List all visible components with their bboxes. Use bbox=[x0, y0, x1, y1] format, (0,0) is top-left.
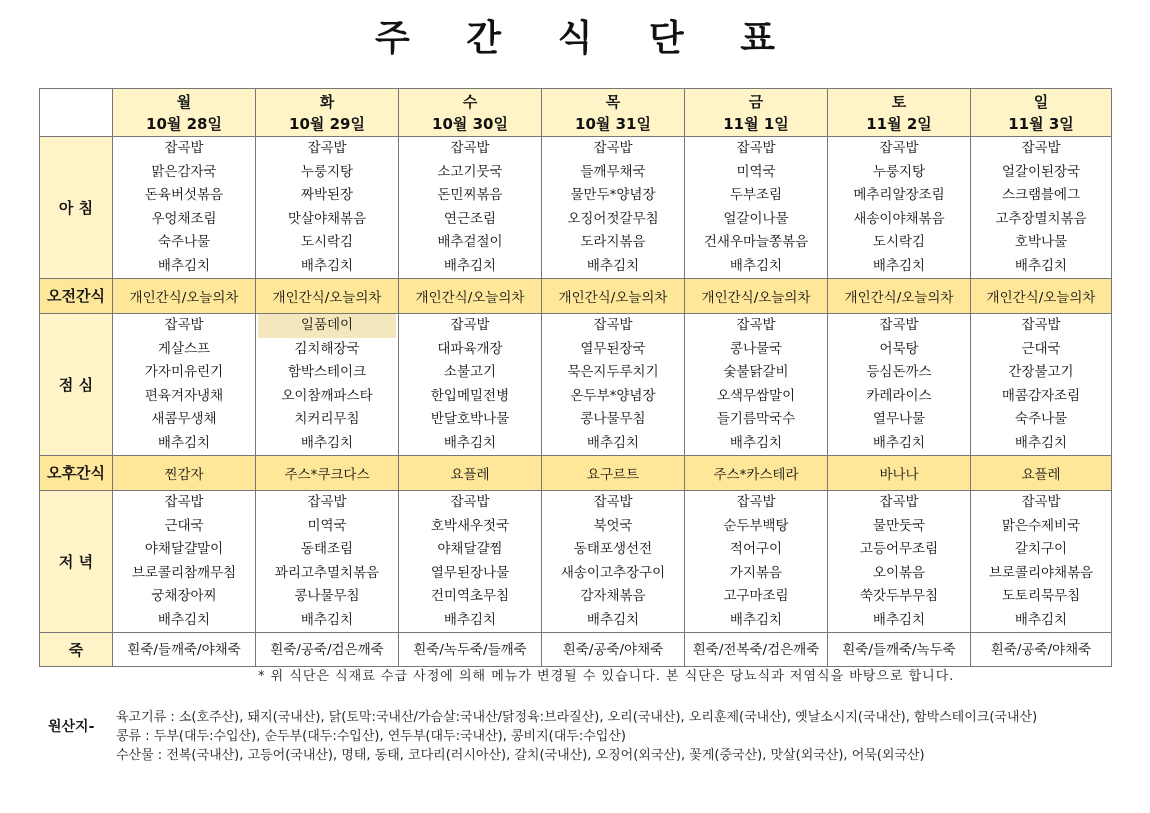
menu-item: 온두부*양념장 bbox=[570, 387, 656, 404]
menu-item: 새콤무생채 bbox=[151, 411, 217, 427]
menu-item: 배추김치 bbox=[586, 611, 640, 628]
menu-item: 카레라이스 bbox=[866, 387, 932, 404]
weekly-menu-table bbox=[39, 88, 1112, 667]
menu-item: 개인간식/오늘의차 bbox=[986, 290, 1096, 306]
menu-item: 배추김치 bbox=[300, 257, 354, 274]
menu-item: 근대국 bbox=[1021, 340, 1061, 357]
menu-item: 배추김치 bbox=[872, 611, 926, 628]
menu-item: 개인간식/오늘의차 bbox=[701, 290, 811, 306]
menu-item: 메추리알장조림 bbox=[853, 187, 945, 203]
menu-item: 북엇국 bbox=[593, 517, 633, 534]
menu-item: 가지볶음 bbox=[729, 564, 783, 581]
menu-item: 잡곡밥 bbox=[450, 317, 490, 333]
menu-item: 바나나 bbox=[879, 467, 919, 483]
porridge-row bbox=[40, 633, 1112, 667]
menu-cell-pm-snack-tue bbox=[256, 456, 399, 491]
origin-info bbox=[116, 710, 1116, 767]
row-label-am-snack: 오전간식 bbox=[40, 279, 113, 314]
menu-item: 누룽지탕 bbox=[872, 163, 926, 180]
menu-item: 주스*카스테라 bbox=[713, 467, 799, 483]
menu-item: 오색무쌈말이 bbox=[716, 387, 796, 404]
menu-item: 요플레 bbox=[1021, 467, 1061, 483]
menu-cell-breakfast-sun bbox=[971, 137, 1112, 279]
row-label-dinner: 저 녁 bbox=[40, 491, 113, 633]
menu-item: 잡곡밥 bbox=[1021, 494, 1061, 510]
menu-item: 호박나물 bbox=[1014, 234, 1068, 250]
menu-cell-porridge-thu bbox=[542, 633, 685, 667]
row-label-porridge: 죽 bbox=[40, 633, 113, 667]
menu-item: 궁채장아찌 bbox=[151, 588, 217, 604]
menu-cell-lunch-tue bbox=[256, 314, 399, 456]
menu-item: 갈치구이 bbox=[1014, 541, 1068, 557]
menu-item: 개인간식/오늘의차 bbox=[272, 290, 382, 306]
menu-item: 배추김치 bbox=[1014, 257, 1068, 274]
menu-item: 흰죽/들깨죽/야채죽 bbox=[127, 641, 241, 658]
menu-item: 도토리묵무침 bbox=[1001, 588, 1081, 604]
menu-cell-am-snack-tue bbox=[256, 279, 399, 314]
menu-cell-breakfast-wed bbox=[399, 137, 542, 279]
menu-item: 두부조림 bbox=[729, 187, 783, 203]
menu-item: 가자미유린기 bbox=[144, 364, 224, 380]
menu-item: 도시락김 bbox=[872, 234, 926, 250]
menu-cell-dinner-thu bbox=[542, 491, 685, 633]
menu-item: 배추김치 bbox=[157, 257, 211, 274]
menu-item: 적어구이 bbox=[729, 541, 783, 557]
menu-cell-am-snack-mon bbox=[113, 279, 256, 314]
menu-item: 물만두*양념장 bbox=[570, 187, 656, 203]
menu-item: 새송이고추장구이 bbox=[560, 564, 666, 581]
menu-item: 편육겨자냉채 bbox=[144, 387, 224, 404]
breakfast-row bbox=[40, 137, 1112, 279]
menu-item: 잡곡밥 bbox=[593, 140, 633, 156]
corner-cell bbox=[40, 89, 113, 137]
menu-item: 배추김치 bbox=[729, 611, 783, 628]
menu-item: 잡곡밥 bbox=[164, 494, 204, 510]
menu-item: 한입메밀전병 bbox=[430, 387, 510, 404]
menu-item: 배추김치 bbox=[443, 257, 497, 274]
menu-item: 함박스테이크 bbox=[287, 364, 367, 380]
menu-cell-am-snack-fri bbox=[685, 279, 828, 314]
menu-item: 잡곡밥 bbox=[736, 494, 776, 510]
menu-item: 오이참깨파스타 bbox=[281, 387, 373, 404]
menu-item: 주스*쿠크다스 bbox=[284, 467, 370, 483]
menu-cell-porridge-mon bbox=[113, 633, 256, 667]
row-label-pm-snack: 오후간식 bbox=[40, 456, 113, 491]
menu-item: 들기름막국수 bbox=[716, 411, 796, 427]
menu-item: 고등어무조림 bbox=[859, 541, 939, 557]
menu-item: 잡곡밥 bbox=[593, 317, 633, 333]
menu-item: 고구마조림 bbox=[723, 588, 789, 604]
menu-item: 미역국 bbox=[736, 163, 776, 180]
menu-item: 얼갈이된장국 bbox=[1001, 163, 1081, 180]
menu-item: 배추김치 bbox=[586, 257, 640, 274]
menu-item: 동태포생선전 bbox=[573, 541, 653, 557]
menu-item: 브로콜리참깨무침 bbox=[131, 564, 237, 581]
menu-item: 잡곡밥 bbox=[450, 494, 490, 510]
menu-item: 야채달걀찜 bbox=[437, 541, 503, 557]
menu-cell-pm-snack-sun bbox=[971, 456, 1112, 491]
menu-item: 우엉채조림 bbox=[151, 210, 217, 227]
menu-item: 배추김치 bbox=[443, 434, 497, 451]
menu-item: 건미역초무침 bbox=[430, 588, 510, 604]
menu-item: 잡곡밥 bbox=[593, 494, 633, 510]
menu-item: 잡곡밥 bbox=[307, 140, 347, 156]
menu-item: 요플레 bbox=[450, 467, 490, 483]
menu-cell-breakfast-thu bbox=[542, 137, 685, 279]
menu-item: 숙주나물 bbox=[157, 234, 211, 250]
menu-cell-lunch-wed bbox=[399, 314, 542, 456]
menu-item: 고추장멸치볶음 bbox=[995, 210, 1087, 227]
menu-cell-breakfast-sat bbox=[828, 137, 971, 279]
menu-cell-pm-snack-wed bbox=[399, 456, 542, 491]
menu-item: 열무된장나물 bbox=[430, 564, 510, 581]
menu-item: 배추김치 bbox=[300, 611, 354, 628]
menu-item: 배추김치 bbox=[157, 434, 211, 451]
menu-item: 오이볶음 bbox=[872, 564, 926, 581]
lunch-row bbox=[40, 314, 1112, 456]
menu-cell-porridge-tue bbox=[256, 633, 399, 667]
menu-item: 숯불닭갈비 bbox=[723, 364, 789, 380]
menu-cell-dinner-fri bbox=[685, 491, 828, 633]
menu-item: 잡곡밥 bbox=[879, 140, 919, 156]
menu-cell-pm-snack-sat bbox=[828, 456, 971, 491]
menu-item: 잡곡밥 bbox=[450, 140, 490, 156]
day-header-wed: 수 10월 30일 bbox=[399, 89, 542, 137]
menu-item: 맑은감자국 bbox=[151, 163, 217, 180]
menu-item: 들깨무채국 bbox=[580, 163, 646, 180]
menu-cell-am-snack-wed bbox=[399, 279, 542, 314]
menu-item: 호박새우젓국 bbox=[430, 517, 510, 534]
menu-item: 배추김치 bbox=[157, 611, 211, 628]
menu-item: 잡곡밥 bbox=[164, 140, 204, 156]
menu-item: 등심돈까스 bbox=[866, 364, 932, 380]
menu-item: 열무나물 bbox=[872, 411, 926, 427]
menu-item: 잡곡밥 bbox=[736, 317, 776, 333]
menu-item: 돈민찌볶음 bbox=[437, 187, 503, 203]
menu-cell-dinner-tue bbox=[256, 491, 399, 633]
menu-cell-dinner-mon bbox=[113, 491, 256, 633]
menu-cell-dinner-wed bbox=[399, 491, 542, 633]
menu-cell-porridge-fri bbox=[685, 633, 828, 667]
menu-item: 일품데이 bbox=[258, 314, 396, 338]
menu-item: 흰죽/전복죽/검은깨죽 bbox=[692, 641, 820, 658]
menu-item: 새송이야채볶음 bbox=[853, 210, 945, 227]
menu-item: 건새우마늘쫑볶음 bbox=[703, 234, 809, 250]
pm-snack-row bbox=[40, 456, 1112, 491]
menu-item: 흰죽/공죽/야채죽 bbox=[562, 641, 664, 658]
menu-item: 흰죽/공죽/검은깨죽 bbox=[270, 641, 384, 658]
menu-item: 잡곡밥 bbox=[1021, 140, 1061, 156]
origin-beans: 콩류 : 두부(대두:수입산), 순두부(대두:수입산), 연두부(대두:국내산), 콩비지(대두:수입산) bbox=[116, 729, 626, 744]
day-header-sun: 일 11월 3일 bbox=[971, 89, 1112, 137]
menu-item: 숙주나물 bbox=[1014, 411, 1068, 427]
menu-item: 대파육개장 bbox=[437, 340, 503, 357]
menu-item: 도시락김 bbox=[300, 234, 354, 250]
menu-cell-porridge-wed bbox=[399, 633, 542, 667]
menu-cell-porridge-sun bbox=[971, 633, 1112, 667]
menu-item: 잡곡밥 bbox=[1021, 317, 1061, 333]
menu-item: 흰죽/녹두죽/들깨죽 bbox=[413, 641, 527, 658]
menu-item: 배추김치 bbox=[729, 257, 783, 274]
menu-item: 꽈리고추멸치볶음 bbox=[274, 564, 380, 581]
menu-item: 콩나물무침 bbox=[294, 588, 360, 604]
menu-item: 돈육버섯볶음 bbox=[144, 187, 224, 203]
menu-item: 잡곡밥 bbox=[879, 317, 919, 333]
menu-item: 쑥갓두부무침 bbox=[859, 588, 939, 604]
menu-item: 누룽지탕 bbox=[300, 163, 354, 180]
row-label-lunch: 점 심 bbox=[40, 314, 113, 456]
menu-item: 어묵탕 bbox=[879, 340, 919, 357]
day-header-tue: 화 10월 29일 bbox=[256, 89, 399, 137]
menu-item: 개인간식/오늘의차 bbox=[558, 290, 668, 306]
menu-item: 맛살야채볶음 bbox=[287, 210, 367, 227]
am-snack-row bbox=[40, 279, 1112, 314]
menu-cell-lunch-sat bbox=[828, 314, 971, 456]
menu-item: 콩나물국 bbox=[729, 340, 783, 357]
menu-item: 찐감자 bbox=[164, 467, 204, 483]
menu-item: 미역국 bbox=[307, 517, 347, 534]
menu-item: 열무된장국 bbox=[580, 340, 646, 357]
menu-item: 브로콜리야채볶음 bbox=[988, 564, 1094, 581]
menu-item: 도라지볶음 bbox=[580, 234, 646, 250]
menu-item: 개인간식/오늘의차 bbox=[844, 290, 954, 306]
menu-item: 맑은수제비국 bbox=[1001, 517, 1081, 534]
day-header-thu: 목 10월 31일 bbox=[542, 89, 685, 137]
menu-cell-dinner-sat bbox=[828, 491, 971, 633]
menu-cell-breakfast-fri bbox=[685, 137, 828, 279]
menu-cell-dinner-sun bbox=[971, 491, 1112, 633]
menu-cell-lunch-sun bbox=[971, 314, 1112, 456]
menu-item: 개인간식/오늘의차 bbox=[129, 290, 239, 306]
menu-cell-am-snack-sat bbox=[828, 279, 971, 314]
dinner-row bbox=[40, 491, 1112, 633]
menu-item: 흰죽/공죽/야채죽 bbox=[990, 641, 1092, 658]
menu-cell-lunch-mon bbox=[113, 314, 256, 456]
menu-item: 잡곡밥 bbox=[307, 494, 347, 510]
menu-item: 개인간식/오늘의차 bbox=[415, 290, 525, 306]
menu-item: 잡곡밥 bbox=[879, 494, 919, 510]
menu-cell-breakfast-mon bbox=[113, 137, 256, 279]
menu-item: 근대국 bbox=[164, 517, 204, 534]
menu-change-notice: * 위 식단은 식재료 수급 사정에 의해 메뉴가 변경될 수 있습니다. 본 식단은 당뇨식과 저염식을 바탕으로 합니다. bbox=[258, 669, 955, 684]
menu-item: 게살스프 bbox=[157, 340, 211, 357]
menu-item: 동태조림 bbox=[300, 541, 354, 557]
menu-cell-pm-snack-thu bbox=[542, 456, 685, 491]
menu-cell-pm-snack-mon bbox=[113, 456, 256, 491]
menu-item: 요구르트 bbox=[586, 467, 640, 483]
day-header-fri: 금 11월 1일 bbox=[685, 89, 828, 137]
menu-item: 치커리무침 bbox=[294, 411, 360, 427]
menu-cell-pm-snack-fri bbox=[685, 456, 828, 491]
menu-item: 잡곡밥 bbox=[736, 140, 776, 156]
menu-item: 반달호박나물 bbox=[430, 411, 510, 427]
menu-cell-porridge-sat bbox=[828, 633, 971, 667]
menu-item: 콩나물무침 bbox=[580, 411, 646, 427]
menu-cell-am-snack-sun bbox=[971, 279, 1112, 314]
menu-item: 감자채볶음 bbox=[580, 588, 646, 604]
menu-item: 잡곡밥 bbox=[164, 317, 204, 333]
menu-item: 배추김치 bbox=[443, 611, 497, 628]
origin-meat: 육고기류 : 소(호주산), 돼지(국내산), 닭(토막:국내산/가슴살:국내산/닭정육:브라질산), 오리(국내산), 오리훈제(국내산), 옛날소시지(국내산), 함박스테이크(국내산) bbox=[116, 710, 1038, 725]
menu-item: 순두부백탕 bbox=[723, 517, 789, 534]
menu-item: 매콤감자조림 bbox=[1001, 387, 1081, 404]
menu-item: 배추김치 bbox=[1014, 434, 1068, 451]
menu-item: 물만둣국 bbox=[872, 517, 926, 534]
menu-item: 배추김치 bbox=[872, 434, 926, 451]
menu-item: 배추김치 bbox=[1014, 611, 1068, 628]
menu-item: 배추김치 bbox=[586, 434, 640, 451]
origin-label: 원산지- bbox=[48, 719, 95, 735]
menu-item: 김치해장국 bbox=[294, 340, 360, 357]
menu-item: 묵은지두루치기 bbox=[567, 364, 659, 380]
day-header-mon: 월 10월 28일 bbox=[113, 89, 256, 137]
menu-item: 간장불고기 bbox=[1008, 364, 1074, 380]
menu-cell-breakfast-tue bbox=[256, 137, 399, 279]
menu-item: 흰죽/들깨죽/녹두죽 bbox=[842, 641, 956, 658]
page-title: 주 간 식 단 표 bbox=[374, 18, 797, 59]
menu-item: 소고기뭇국 bbox=[437, 163, 503, 180]
menu-item: 짜박된장 bbox=[300, 187, 354, 203]
row-label-breakfast: 아 침 bbox=[40, 137, 113, 279]
menu-item: 배추김치 bbox=[729, 434, 783, 451]
menu-item: 얼갈이나물 bbox=[723, 210, 789, 227]
menu-cell-am-snack-thu bbox=[542, 279, 685, 314]
origin-seafood: 수산물 : 전복(국내산), 고등어(국내산), 명태, 동태, 코다리(러시아산), 갈치(국내산), 오징어(외국산), 꽃게(중국산), 맛살(외국산), 어묵(외국산) bbox=[116, 748, 925, 763]
menu-item: 배추김치 bbox=[300, 434, 354, 451]
menu-item: 오징어젓갈무침 bbox=[567, 210, 659, 227]
menu-item: 연근조림 bbox=[443, 210, 497, 227]
menu-cell-lunch-fri bbox=[685, 314, 828, 456]
header-row bbox=[40, 89, 1112, 137]
menu-item: 야채달걀말이 bbox=[144, 541, 224, 557]
menu-item: 소불고기 bbox=[443, 364, 497, 380]
menu-item: 스크램블에그 bbox=[1001, 187, 1081, 203]
menu-cell-lunch-thu bbox=[542, 314, 685, 456]
menu-item: 배추김치 bbox=[872, 257, 926, 274]
day-header-sat: 토 11월 2일 bbox=[828, 89, 971, 137]
menu-item: 배추겉절이 bbox=[437, 234, 503, 250]
